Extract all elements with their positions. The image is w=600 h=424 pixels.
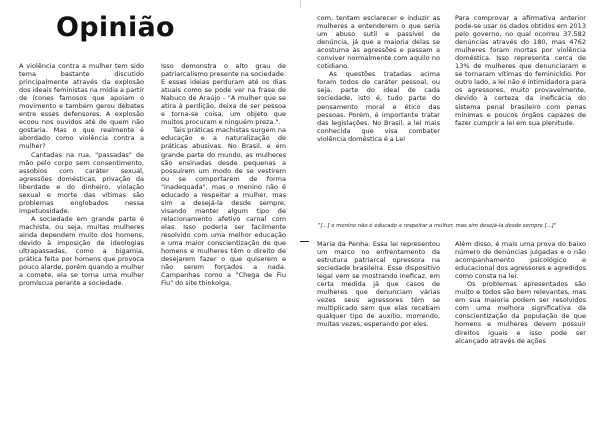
paragraph: Tais práticas machistas surgem na educação e a naturalização de práticas abusivas. No Brasil, e em grande parte do mundo, as mulheres são ensinadas desde pequenas a possuírem um modo de se vestirem ou se comportarem de forma "inadequada", mas o menino não é educado a respeitar a mulher, mas sim a desejá-la desde sempre, visando manter algum tipo de relacionamento afetivo carnal com elas. Isso poderia ser facilmente resolvido com uma melhor educação e uma maior conscientização de que homens e mulheres têm o direito de desejarem fazer o que quiserem e não serem forçados a nada. Campanhas como a "Chega de Fiu Fiu" do site thinkolga, <box>161 126 286 288</box>
article-column-5 <box>317 240 440 329</box>
paragraph: A sociedade em grande parte é machista, ou seja, muitas mulheres ainda dependem muito dos homens, devido à imposição de ideologias ultrapassadas, como a bigamia, prática feita por homens que provoca pouco alarde, porém quando a mulher a comete, ela se torna uma mulher promíscua perante a sociedade. <box>19 214 144 288</box>
article-column-6 <box>455 240 586 345</box>
article-column-4 <box>455 14 586 127</box>
paragraph: Isso demonstra o alto grau de patriarcalismo presente na sociedade. E essas ideias perduram até os dias atuais como se pode ver na frase de Nabuco de Araújo - "A mulher que se atira à perdição, deixa de ser pessoa e torna-se coisa, um objeto que muitos procuram e ninguém preza.". <box>161 62 286 127</box>
page-title: Opinião <box>56 12 175 43</box>
paragraph: Maria da Penha. Essa lei representou um marco no enfrentamento da estrutura patriarcal opressora na sociedade brasileira. Esse dispositivo legal vem se mostrando ineficaz, em certa medida já que casos de mulheres que denunciam várias vezes seus agressores têm se multiplicado sem que elas recebam qualquer tipo de auxílio, morrendo, muitas vezes, esperando por eles. <box>317 240 440 329</box>
pull-quote: "[...] o menino não é educado a respeitar a mulher, mas sim desejá-la desde sempre [...]" <box>318 223 557 229</box>
column-rule <box>300 0 301 8</box>
article-column-3 <box>317 14 440 143</box>
paragraph: As questões tratadas acima foram todos de caráter pessoal, ou seja, parte do ideal de cada sociedade, isto é, tudo parte do pensamento moral e ético das pessoas. Porém, é importante tratar das legislações. No Brasil, a lei mais conhecida que visa combater violência doméstica é a Lei <box>317 70 440 143</box>
paragraph: Para comprovar a afirmativa anterior pode-se usar os dados obtidos em 2013 pelo governo, no qual ocorreu 37.582 denúncias através do 180, mas 4762 mulheres foram mortas por violência doméstica. Isso representa cerca de 13% de mulheres que denunciaram e se tornaram vítimas do feminicídio. Por outro lado, a lei não é intimidadora para os agressores, muito provavelmente, devido à certeza da ineficácia do sistema penal brasileiro com penas mínimas e poucos órgãos capazes de fazer cumprir a lei em sua plenitude. <box>455 14 586 127</box>
article-column-1 <box>19 62 144 287</box>
paragraph: A violência contra a mulher tem sido tema bastante discutido principalmente através da explosão dos ideais feministas na mídia a partir de ícones famosos que apoiam o movimento e também gerou debates entre esses defensores. A explosão ecoou nos ouvidos até de quem não gostaria. Mas o que realmente é abordado como violência contra a mulher? <box>19 62 144 151</box>
quote-divider <box>300 241 309 242</box>
paragraph: Além disso, é mais uma prova do baixo número de denúncias julgadas e o não acompanhamento psicológico e educacional dos agressores e agredidos como consta na lei. <box>455 240 586 281</box>
paragraph: Cantadas na rua, "passadas" de mão pelo corpo sem consentimento, assobios com caráter sexual, agressões domésticas, privação da liberdade e do dinheiro, violação sexual e morte das vítimas são problemas englobados nessa impetuosidade. <box>19 150 144 215</box>
article-column-2 <box>161 62 286 287</box>
paragraph: Os problemas apresentados são muito e todos são bem relevantes, mas em sua maioria podem ser resolvidos com uma melhora significativa da conscientização da população de que homens e mulheres devem possuir direitos iguais e isso pode ser alcançado através de ações <box>455 280 586 345</box>
paragraph: com, tentam esclarecer e induzir as mulheres a entenderem o que seria um abuso sutil e passível de denúncia, já que a maioria delas se acostuma às agressões e passam a conviver normalmente com aquilo no cotidiano. <box>317 14 440 71</box>
